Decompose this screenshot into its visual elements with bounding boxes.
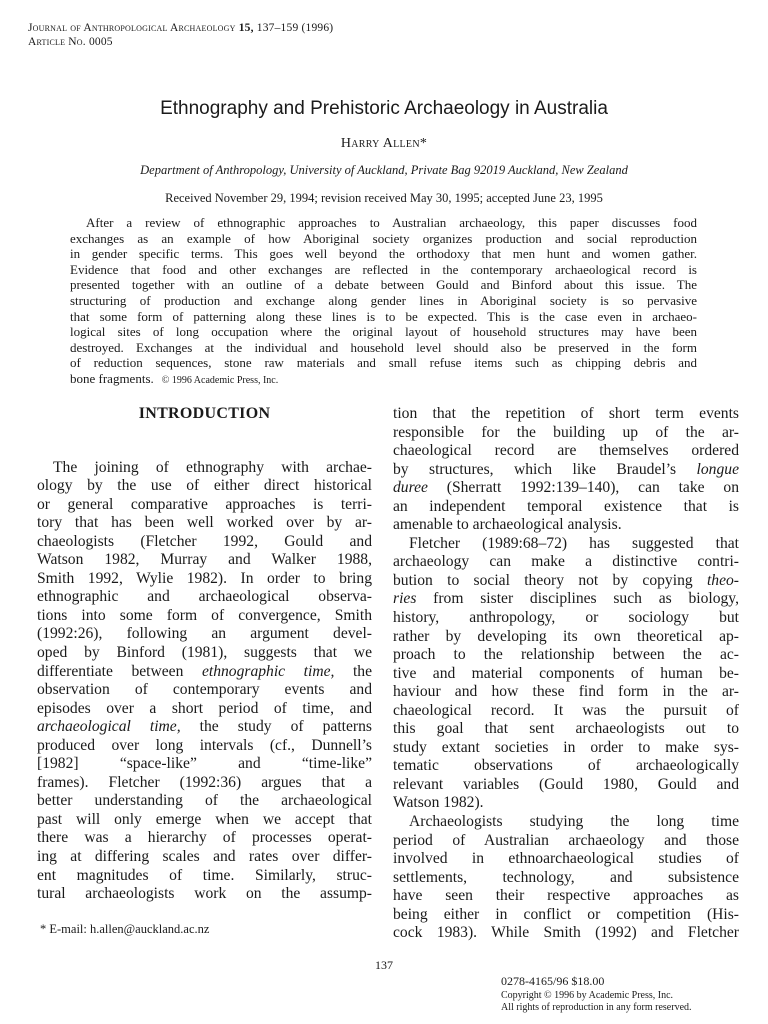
body-line: history, anthropology, or sociology but	[393, 609, 739, 627]
abstract-line: After a review of ethnographic approaches to Australian archaeology, this paper discusses food	[86, 215, 697, 230]
body-line: [1982] “space-like” and “time-like”	[37, 755, 372, 773]
author-name: Harry Allen*	[340, 136, 428, 151]
body-line: there was a hierarchy of processes operat-	[37, 829, 372, 847]
body-line: tematic observations of archaeologically	[393, 757, 739, 775]
body-line: episodes over a short period of time, and	[37, 699, 372, 717]
body-line: study extant societies in order to make sys-	[393, 738, 739, 756]
page-range: 137–159 (1996)	[256, 22, 334, 34]
section-heading: INTRODUCTION	[138, 405, 271, 422]
body-line: involved in ethnoarchaeological studies of	[393, 850, 739, 868]
copyright-notice	[501, 990, 692, 1014]
body-line: observation of contemporary events and	[37, 681, 372, 699]
paper-title: Ethnography and Prehistoric Archaeology in Australia	[160, 98, 608, 119]
body-line: tory that has been well worked over by ar-	[37, 514, 372, 532]
body-right-column	[393, 405, 739, 943]
abstract-line: Evidence that food and other exchanges are reflected in the contemporary archaeological record is	[70, 261, 697, 277]
body-line: past will only emerge when we accept that	[37, 810, 372, 828]
body-line: ries from sister disciplines such as biology,	[393, 590, 739, 608]
copyright-line: Copyright © 1996 by Academic Press, Inc.	[501, 990, 674, 1001]
abstract-line: destroyed. Exchanges at the individual and household level should also be preserved in the form	[70, 339, 697, 355]
body-left-column	[37, 405, 372, 904]
body-line: responsible for the building up of the ar-	[393, 423, 739, 441]
journal-name: Journal of Anthropological Archaeology	[28, 22, 236, 34]
abstract-line: that some form of patterning along these lines is to be expected. This is the case even in archaeo-	[70, 308, 697, 324]
volume-number: 15,	[238, 22, 254, 34]
body-line: duree (Sherratt 1992:139–140), can take on	[393, 479, 739, 497]
abstract-line: of reduction sequences, stone raw materials and small refuse items such as chipping debris and	[70, 355, 697, 371]
body-line: amenable to archaeological analysis.	[393, 516, 622, 534]
body-line: ent magnitudes of time. Similarly, struc-	[37, 866, 372, 884]
body-line: Archaeologists studying the long time	[409, 813, 739, 831]
body-line: archaeology can make a distinctive contri-	[393, 553, 739, 571]
body-line: ology by the use of either direct historical	[37, 477, 372, 495]
abstract-line: exchanges as an example of how Aboriginal society organizes production and social reproduction	[70, 230, 697, 246]
abstract-line: presented together with an outline of a debate between Gould and Binford about this issue. The	[70, 277, 697, 293]
abstract-last-line	[70, 371, 697, 389]
abstract	[70, 215, 697, 389]
body-line: differentiate between ethnographic time, the	[37, 662, 372, 680]
body-line: have seen their respective approaches as	[393, 887, 739, 905]
body-line: (1992:26), following an argument devel-	[37, 625, 372, 643]
body-line: proach to the relationship between the ac-	[393, 646, 739, 664]
body-line: this goal that sent archaeologists out to	[393, 720, 739, 738]
body-line: oped by Binford (1981), suggests that we	[37, 644, 372, 662]
body-line: Smith 1992, Wylie 1982). In order to bring	[37, 569, 372, 587]
abstract-line: bone fragments.	[70, 370, 154, 386]
body-line: chaeologists (Fletcher 1992, Gould and	[37, 532, 372, 550]
body-line: tural archaeologists work on the assump-	[37, 885, 372, 903]
body-line: period of Australian archaeology and those	[393, 831, 739, 849]
page-number: 137	[375, 958, 393, 972]
body-line: ing at differing scales and rates over differ-	[37, 848, 372, 866]
article-number: 0005	[88, 36, 113, 48]
body-line: archaeological time, the study of patterns	[37, 718, 372, 736]
abstract-line: logical sites of long occupation where the original layout of household structures may have been	[70, 324, 697, 340]
journal-header	[28, 21, 333, 35]
body-line: cock 1983). While Smith (1992) and Fletcher	[393, 924, 739, 942]
body-line: Watson 1982, Murray and Walker 1988,	[37, 551, 372, 569]
body-line: tions into some form of convergence, Smith	[37, 606, 372, 624]
copyright-line: All rights of reproduction in any form reserved.	[501, 1002, 692, 1013]
issn-price: 0278-4165/96 $18.00	[501, 974, 605, 988]
body-line: ethnographic and archaeological observa-	[37, 588, 372, 606]
body-line: tion that the repetition of short term events	[393, 405, 739, 422]
article-label: Article No.	[28, 36, 86, 48]
body-line: settlements, technology, and subsistence	[393, 868, 739, 886]
body-line: better understanding of the archaeological	[37, 792, 372, 810]
author-affiliation: Department of Anthropology, University of Auckland, Private Bag 92019 Auckland, New Zealand	[140, 163, 628, 177]
received-dates: Received November 29, 1994; revision received May 30, 1995; accepted June 23, 1995	[165, 191, 603, 205]
body-line: an independent temporal existence that is	[393, 497, 739, 515]
body-line: tive and material components of human be-	[393, 664, 739, 682]
abstract-line: in gender specific terms. This goes well beyond the orthodoxy that men hunt and women gather.	[70, 246, 697, 262]
body-line: being either in conflict or competition (His-	[393, 905, 739, 923]
abstract-line: structuring of production and exchange along gender lines in Aboriginal society is so pervasive	[70, 292, 697, 308]
body-line: frames). Fletcher (1992:36) argues that a	[37, 773, 372, 791]
article-number-line	[28, 35, 113, 49]
body-line: haviour and how these find form in the ar-	[393, 683, 739, 701]
body-line: The joining of ethnography with archae-	[53, 458, 372, 476]
body-line: produced over long intervals (cf., Dunnell’s	[37, 736, 372, 754]
abstract-copyright: © 1996 Academic Press, Inc.	[161, 374, 279, 386]
body-line: Fletcher (1989:68–72) has suggested that	[409, 534, 739, 552]
body-line: relevant variables (Gould 1980, Gould and	[393, 775, 739, 793]
body-line: rather by developing its own theoretical ap-	[393, 627, 739, 645]
body-line: by structures, which like Braudel’s longue	[393, 460, 739, 478]
body-line: Watson 1982).	[393, 794, 484, 812]
body-line: chaeological record. It was the pursuit of	[393, 701, 739, 719]
body-line: bution to social theory not by copying theo-	[393, 571, 739, 589]
body-line: or general comparative approaches is terri-	[37, 495, 372, 513]
body-line: chaeological record are themselves ordered	[393, 442, 739, 460]
author-email-footnote: * E-mail: h.allen@auckland.ac.nz	[40, 922, 210, 936]
